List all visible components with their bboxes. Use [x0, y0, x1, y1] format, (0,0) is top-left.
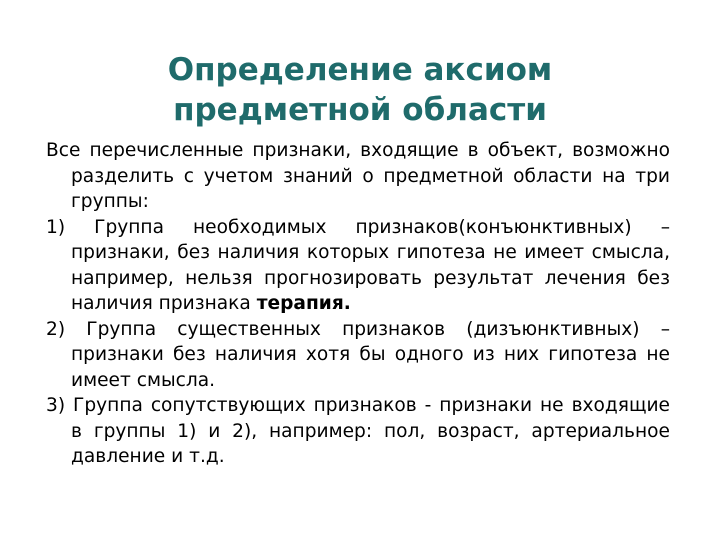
slide-title-line-2: предметной области: [173, 92, 547, 128]
intro-paragraph-text: Все перечисленные признаки, входящие в объект, возможно разделить с учетом знаний о предметной области на три группы:: [46, 140, 670, 212]
group-1-paragraph: [46, 215, 670, 317]
group-3-paragraph: [46, 393, 670, 470]
group-2-text: 2) Группа существенных признаков (дизъюнктивных) – признаки без наличия хотя бы одного из них гипотеза не имеет смысла.: [46, 318, 670, 391]
group-3-text: 3) Группа сопутствующих признаков - признаки не входящие в группы 1) и 2), например: пол, возраст, артериальное давление и т.д.: [46, 395, 670, 467]
slide-body: [46, 138, 670, 470]
group-2-paragraph: [46, 317, 670, 394]
group-1-text: 1) Группа необходимых признаков(конъюнктивных) – признаки, без наличия которых гипотеза не имеет смысла, например, нельзя прогнозировать результат лечения без наличия признака: [46, 216, 670, 314]
slide-title: [0, 50, 720, 130]
group-1-bold-term: терапия.: [256, 293, 351, 314]
intro-paragraph: [46, 138, 670, 215]
slide-title-line-1: Определение аксиом: [167, 52, 553, 88]
